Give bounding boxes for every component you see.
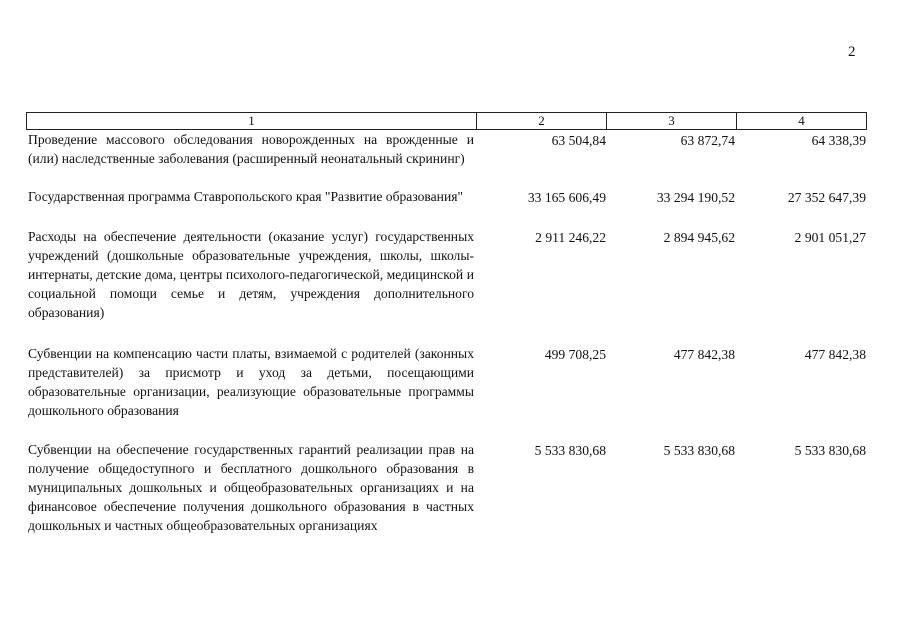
table-row bbox=[28, 440, 868, 560]
header-col-2: 2 bbox=[477, 113, 607, 130]
row-value-col-3: 2 894 945,62 bbox=[663, 230, 735, 245]
row-description: Государственная программа Ставропольского края "Развитие образования" bbox=[28, 189, 464, 204]
row-description: Проведение массового обследования новорожденных на врожденные и (или) наследственные заболевания (расширенный неонатальный скрининг) bbox=[28, 132, 474, 166]
header-col-1: 1 bbox=[27, 113, 477, 130]
row-value-col-3: 5 533 830,68 bbox=[663, 443, 735, 458]
row-value-col-2: 33 165 606,49 bbox=[527, 190, 606, 205]
row-value-col-4: 27 352 647,39 bbox=[787, 190, 866, 205]
row-value-col-3: 33 294 190,52 bbox=[656, 190, 735, 205]
row-value-col-2: 499 708,25 bbox=[544, 347, 606, 362]
column-number-header bbox=[26, 112, 867, 130]
row-value-col-4: 64 338,39 bbox=[811, 133, 866, 148]
row-description: Субвенции на компенсацию части платы, взимаемой с родителей (законных представителей) за присмотр и уход за детьми, посещающими образовательные организации, реализующие образовательные программы дошкольного образования bbox=[28, 346, 474, 418]
row-description: Расходы на обеспечение деятельности (оказание услуг) государственных учреждений (дошкольные образовательные учреждения, школы, школы-интернаты, детские дома, центры психолого-педагогической, медицинской и социальной помощи семье и детям, учреждения дополнительного образования) bbox=[28, 229, 474, 320]
row-value-col-2: 63 504,84 bbox=[551, 133, 606, 148]
header-col-3: 3 bbox=[607, 113, 737, 130]
table-row bbox=[28, 344, 868, 440]
row-value-col-4: 2 901 051,27 bbox=[794, 230, 866, 245]
row-value-col-2: 5 533 830,68 bbox=[534, 443, 606, 458]
table-row bbox=[28, 130, 868, 187]
table-row bbox=[28, 227, 868, 344]
row-value-col-4: 477 842,38 bbox=[804, 347, 866, 362]
row-value-col-2: 2 911 246,22 bbox=[535, 230, 606, 245]
table-row bbox=[28, 187, 868, 227]
row-value-col-3: 477 842,38 bbox=[673, 347, 735, 362]
budget-table-body bbox=[28, 130, 868, 560]
row-value-col-4: 5 533 830,68 bbox=[794, 443, 866, 458]
page-number: 2 bbox=[848, 44, 856, 60]
row-description: Субвенции на обеспечение государственных гарантий реализации прав на получение общедоступного и бесплатного дошкольного образования в муниципальных дошкольных и общеобразовательных организациях и на финансовое обеспечение получения дошкольного образования в частных дошкольных и частных общеобразовательных организациях bbox=[28, 442, 474, 533]
row-value-col-3: 63 872,74 bbox=[680, 133, 735, 148]
header-col-4: 4 bbox=[737, 113, 867, 130]
